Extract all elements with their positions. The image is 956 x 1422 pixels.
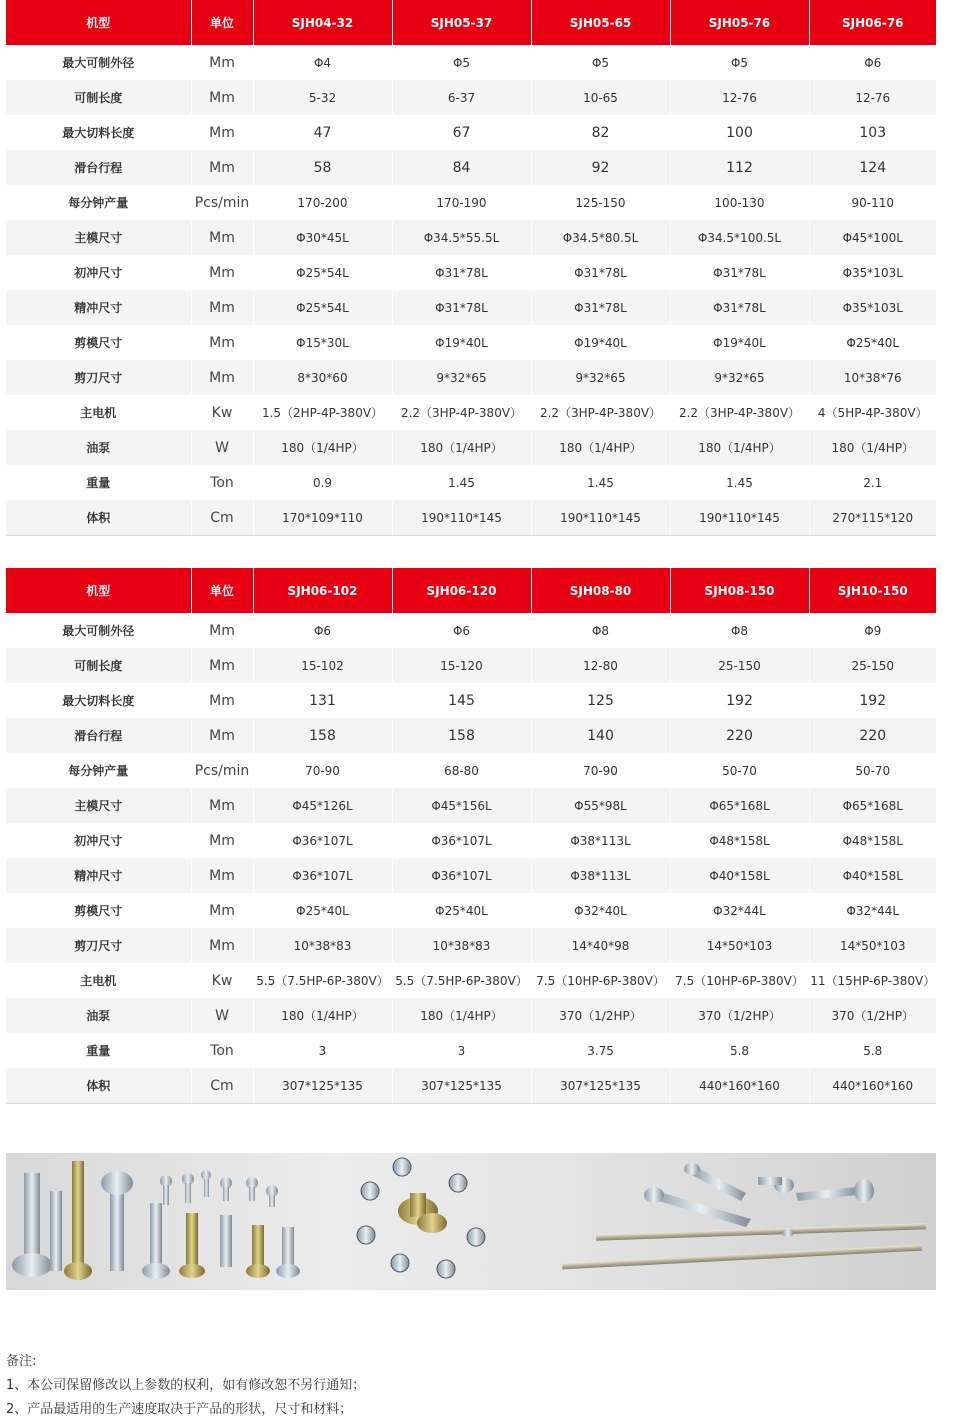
unit-cell: Mm [191, 220, 253, 255]
table-row [6, 753, 936, 788]
table-row [6, 998, 936, 1033]
unit-cell: W [191, 430, 253, 465]
value-cell: 220 [809, 718, 936, 753]
fasteners-illustration [6, 1153, 936, 1290]
row-label: 精冲尺寸 [6, 858, 191, 893]
value-cell: Φ40*158L [670, 858, 809, 893]
value-cell: 5.5（7.5HP-6P-380V） [392, 963, 531, 998]
table-row [6, 220, 936, 255]
value-cell: Φ65*168L [809, 788, 936, 823]
row-label: 油泵 [6, 430, 191, 465]
unit-cell: Mm [191, 858, 253, 893]
value-cell: Φ38*113L [531, 823, 670, 858]
row-label: 重量 [6, 465, 191, 500]
unit-cell: Mm [191, 928, 253, 963]
value-cell: 192 [809, 683, 936, 718]
value-cell: 125 [531, 683, 670, 718]
table-row [6, 1033, 936, 1068]
value-cell: 7.5（10HP-6P-380V） [531, 963, 670, 998]
table-row [6, 500, 936, 536]
value-cell: 0.9 [253, 465, 392, 500]
row-label: 滑台行程 [6, 150, 191, 185]
value-cell: 2.2（3HP-4P-380V） [531, 395, 670, 430]
row-label: 主电机 [6, 395, 191, 430]
note-item-2: 2、产品最适用的生产速度取决于产品的形状，尺寸和材料； [6, 1402, 353, 1417]
value-cell: Φ9 [809, 613, 936, 648]
value-cell: Φ25*40L [253, 893, 392, 928]
value-cell: Φ30*45L [253, 220, 392, 255]
value-cell: 50-70 [670, 753, 809, 788]
value-cell: 370（1/2HP） [809, 998, 936, 1033]
value-cell: 190*110*145 [531, 500, 670, 536]
value-cell: 125-150 [531, 185, 670, 220]
notes-heading: 备注: [6, 1354, 37, 1369]
unit-cell: Cm [191, 500, 253, 536]
value-cell: Φ15*30L [253, 325, 392, 360]
table-row [6, 788, 936, 823]
value-cell: Φ25*40L [392, 893, 531, 928]
unit-cell: Kw [191, 963, 253, 998]
unit-cell: Kw [191, 395, 253, 430]
value-cell: 68-80 [392, 753, 531, 788]
product-photo-strip [6, 1153, 936, 1290]
value-cell: 90-110 [809, 185, 936, 220]
value-cell: 158 [253, 718, 392, 753]
value-cell: 10*38*76 [809, 360, 936, 395]
value-cell: Φ32*44L [670, 893, 809, 928]
value-cell: 370（1/2HP） [531, 998, 670, 1033]
value-cell: Φ45*156L [392, 788, 531, 823]
row-label: 初冲尺寸 [6, 255, 191, 290]
table-row [6, 360, 936, 395]
row-label: 主模尺寸 [6, 220, 191, 255]
value-cell: 50-70 [809, 753, 936, 788]
value-cell: Φ31*78L [531, 290, 670, 325]
table-row [6, 1068, 936, 1104]
value-cell: Φ36*107L [392, 858, 531, 893]
value-cell: 5-32 [253, 80, 392, 115]
row-label: 精冲尺寸 [6, 290, 191, 325]
value-cell: Φ5 [531, 45, 670, 80]
value-cell: Φ4 [253, 45, 392, 80]
header-model-code: SJH10-150 [809, 568, 936, 613]
unit-cell: Mm [191, 255, 253, 290]
value-cell: Φ25*40L [809, 325, 936, 360]
value-cell: Φ65*168L [670, 788, 809, 823]
unit-cell: Mm [191, 648, 253, 683]
value-cell: Φ36*107L [253, 858, 392, 893]
unit-cell: Ton [191, 1033, 253, 1068]
value-cell: 180（1/4HP） [809, 430, 936, 465]
value-cell: 67 [392, 115, 531, 150]
unit-cell: Mm [191, 150, 253, 185]
bolts-group [562, 1163, 926, 1269]
value-cell: Φ19*40L [531, 325, 670, 360]
value-cell: 170-200 [253, 185, 392, 220]
value-cell: Φ5 [670, 45, 809, 80]
value-cell: 190*110*145 [392, 500, 531, 536]
value-cell: 170-190 [392, 185, 531, 220]
table-row [6, 928, 936, 963]
table-row [6, 963, 936, 998]
header-model-code: SJH05-37 [392, 0, 531, 45]
unit-cell: Pcs/min [191, 185, 253, 220]
value-cell: 192 [670, 683, 809, 718]
value-cell: 190*110*145 [670, 500, 809, 536]
value-cell: 131 [253, 683, 392, 718]
value-cell: 2.2（3HP-4P-380V） [392, 395, 531, 430]
value-cell: Φ6 [809, 45, 936, 80]
value-cell: 9*32*65 [670, 360, 809, 395]
value-cell: 124 [809, 150, 936, 185]
unit-cell: Mm [191, 325, 253, 360]
unit-cell: Mm [191, 683, 253, 718]
nuts-group [357, 1158, 485, 1278]
row-label: 滑台行程 [6, 718, 191, 753]
value-cell: 92 [531, 150, 670, 185]
value-cell: 307*125*135 [253, 1068, 392, 1104]
value-cell: 12-80 [531, 648, 670, 683]
row-label: 最大切料长度 [6, 115, 191, 150]
header-model-code: SJH06-102 [253, 568, 392, 613]
table-row [6, 45, 936, 80]
value-cell: Φ40*158L [809, 858, 936, 893]
value-cell: 47 [253, 115, 392, 150]
value-cell: 1.45 [670, 465, 809, 500]
unit-cell: Mm [191, 290, 253, 325]
value-cell: 112 [670, 150, 809, 185]
row-label: 每分钟产量 [6, 753, 191, 788]
value-cell: Φ31*78L [670, 255, 809, 290]
header-unit: 单位 [191, 0, 253, 45]
header-unit: 单位 [191, 568, 253, 613]
row-label: 初冲尺寸 [6, 823, 191, 858]
unit-cell: Mm [191, 893, 253, 928]
value-cell: Φ34.5*100.5L [670, 220, 809, 255]
value-cell: 4（5HP-4P-380V） [809, 395, 936, 430]
header-model-code: SJH06-120 [392, 568, 531, 613]
value-cell: Φ6 [392, 613, 531, 648]
table-row [6, 683, 936, 718]
value-cell: Φ55*98L [531, 788, 670, 823]
value-cell: 9*32*65 [392, 360, 531, 395]
table-row [6, 115, 936, 150]
value-cell: 70-90 [253, 753, 392, 788]
unit-cell: Mm [191, 718, 253, 753]
value-cell: 11（15HP-6P-380V） [809, 963, 936, 998]
table-row [6, 185, 936, 220]
value-cell: Φ31*78L [670, 290, 809, 325]
table-row [6, 255, 936, 290]
value-cell: 440*160*160 [670, 1068, 809, 1104]
row-label: 剪刀尺寸 [6, 360, 191, 395]
value-cell: 5.8 [670, 1033, 809, 1068]
row-label: 体积 [6, 500, 191, 536]
header-model-code: SJH04-32 [253, 0, 392, 45]
table-row [6, 718, 936, 753]
value-cell: 6-37 [392, 80, 531, 115]
table-row [6, 893, 936, 928]
value-cell: Φ35*103L [809, 290, 936, 325]
value-cell: Φ5 [392, 45, 531, 80]
row-label: 最大可制外径 [6, 45, 191, 80]
note-item-1: 1、本公司保留修改以上参数的权利，如有修改恕不另行通知； [6, 1378, 366, 1393]
screws-group [12, 1161, 300, 1280]
table-row [6, 150, 936, 185]
row-label: 主电机 [6, 963, 191, 998]
unit-cell: W [191, 998, 253, 1033]
row-label: 剪模尺寸 [6, 893, 191, 928]
table-row [6, 430, 936, 465]
value-cell: 100-130 [670, 185, 809, 220]
unit-cell: Mm [191, 45, 253, 80]
unit-cell: Ton [191, 465, 253, 500]
table-row [6, 858, 936, 893]
notes-section [6, 1350, 365, 1422]
value-cell: Φ31*78L [531, 255, 670, 290]
value-cell: 3 [392, 1033, 531, 1068]
value-cell: Φ8 [531, 613, 670, 648]
value-cell: 5.8 [809, 1033, 936, 1068]
unit-cell: Mm [191, 80, 253, 115]
value-cell: Φ48*158L [809, 823, 936, 858]
value-cell: 14*50*103 [670, 928, 809, 963]
value-cell: 180（1/4HP） [253, 998, 392, 1033]
value-cell: 9*32*65 [531, 360, 670, 395]
value-cell: Φ36*107L [392, 823, 531, 858]
value-cell: 158 [392, 718, 531, 753]
value-cell: 84 [392, 150, 531, 185]
unit-cell: Mm [191, 613, 253, 648]
table-row [6, 290, 936, 325]
row-label: 最大切料长度 [6, 683, 191, 718]
value-cell: 3 [253, 1033, 392, 1068]
value-cell: Φ32*44L [809, 893, 936, 928]
value-cell: 8*30*60 [253, 360, 392, 395]
value-cell: 370（1/2HP） [670, 998, 809, 1033]
value-cell: 220 [670, 718, 809, 753]
value-cell: 180（1/4HP） [253, 430, 392, 465]
value-cell: 10*38*83 [253, 928, 392, 963]
table-header [6, 0, 936, 45]
unit-cell: Mm [191, 788, 253, 823]
table-row [6, 648, 936, 683]
value-cell: 7.5（10HP-6P-380V） [670, 963, 809, 998]
row-label: 重量 [6, 1033, 191, 1068]
value-cell: Φ31*78L [392, 255, 531, 290]
value-cell: Φ35*103L [809, 255, 936, 290]
row-label: 剪模尺寸 [6, 325, 191, 360]
value-cell: 180（1/4HP） [531, 430, 670, 465]
table-row [6, 823, 936, 858]
value-cell: 180（1/4HP） [670, 430, 809, 465]
row-label: 体积 [6, 1068, 191, 1104]
value-cell: Φ32*40L [531, 893, 670, 928]
value-cell: 440*160*160 [809, 1068, 936, 1104]
header-model-code: SJH08-80 [531, 568, 670, 613]
value-cell: 5.5（7.5HP-6P-380V） [253, 963, 392, 998]
row-label: 可制长度 [6, 80, 191, 115]
value-cell: 12-76 [809, 80, 936, 115]
value-cell: Φ25*54L [253, 255, 392, 290]
value-cell: 25-150 [670, 648, 809, 683]
row-label: 最大可制外径 [6, 613, 191, 648]
row-label: 主模尺寸 [6, 788, 191, 823]
value-cell: 270*115*120 [809, 500, 936, 536]
value-cell: 140 [531, 718, 670, 753]
row-label: 每分钟产量 [6, 185, 191, 220]
value-cell: 1.45 [531, 465, 670, 500]
value-cell: 1.45 [392, 465, 531, 500]
value-cell: 307*125*135 [531, 1068, 670, 1104]
value-cell: Φ34.5*55.5L [392, 220, 531, 255]
value-cell: Φ19*40L [670, 325, 809, 360]
table-row [6, 325, 936, 360]
value-cell: 1.5（2HP-4P-380V） [253, 395, 392, 430]
unit-cell: Pcs/min [191, 753, 253, 788]
value-cell: 180（1/4HP） [392, 430, 531, 465]
value-cell: 170*109*110 [253, 500, 392, 536]
row-label: 剪刀尺寸 [6, 928, 191, 963]
table-row [6, 465, 936, 500]
value-cell: 103 [809, 115, 936, 150]
value-cell: 15-102 [253, 648, 392, 683]
header-model-code: SJH08-150 [670, 568, 809, 613]
value-cell: Φ8 [670, 613, 809, 648]
value-cell: 14*40*98 [531, 928, 670, 963]
row-label: 可制长度 [6, 648, 191, 683]
value-cell: Φ31*78L [392, 290, 531, 325]
value-cell: Φ6 [253, 613, 392, 648]
value-cell: 82 [531, 115, 670, 150]
value-cell: Φ45*100L [809, 220, 936, 255]
value-cell: 180（1/4HP） [392, 998, 531, 1033]
value-cell: Φ25*54L [253, 290, 392, 325]
value-cell: Φ38*113L [531, 858, 670, 893]
value-cell: 70-90 [531, 753, 670, 788]
value-cell: 10-65 [531, 80, 670, 115]
value-cell: 100 [670, 115, 809, 150]
value-cell: 307*125*135 [392, 1068, 531, 1104]
spec-table-2 [6, 568, 936, 1104]
table-row [6, 613, 936, 648]
table-row [6, 395, 936, 430]
value-cell: 58 [253, 150, 392, 185]
unit-cell: Mm [191, 823, 253, 858]
table-row [6, 80, 936, 115]
spec-table-1 [6, 0, 936, 536]
value-cell: 2.2（3HP-4P-380V） [670, 395, 809, 430]
value-cell: 25-150 [809, 648, 936, 683]
value-cell: Φ34.5*80.5L [531, 220, 670, 255]
value-cell: Φ45*126L [253, 788, 392, 823]
header-model: 机型 [6, 568, 191, 613]
value-cell: 3.75 [531, 1033, 670, 1068]
header-model-code: SJH05-65 [531, 0, 670, 45]
value-cell: Φ19*40L [392, 325, 531, 360]
unit-cell: Mm [191, 115, 253, 150]
table-header [6, 568, 936, 613]
header-model: 机型 [6, 0, 191, 45]
value-cell: 10*38*83 [392, 928, 531, 963]
value-cell: 14*50*103 [809, 928, 936, 963]
header-model-code: SJH05-76 [670, 0, 809, 45]
header-model-code: SJH06-76 [809, 0, 936, 45]
unit-cell: Cm [191, 1068, 253, 1104]
unit-cell: Mm [191, 360, 253, 395]
value-cell: Φ36*107L [253, 823, 392, 858]
row-label: 油泵 [6, 998, 191, 1033]
value-cell: 145 [392, 683, 531, 718]
value-cell: Φ48*158L [670, 823, 809, 858]
value-cell: 12-76 [670, 80, 809, 115]
value-cell: 15-120 [392, 648, 531, 683]
value-cell: 2.1 [809, 465, 936, 500]
